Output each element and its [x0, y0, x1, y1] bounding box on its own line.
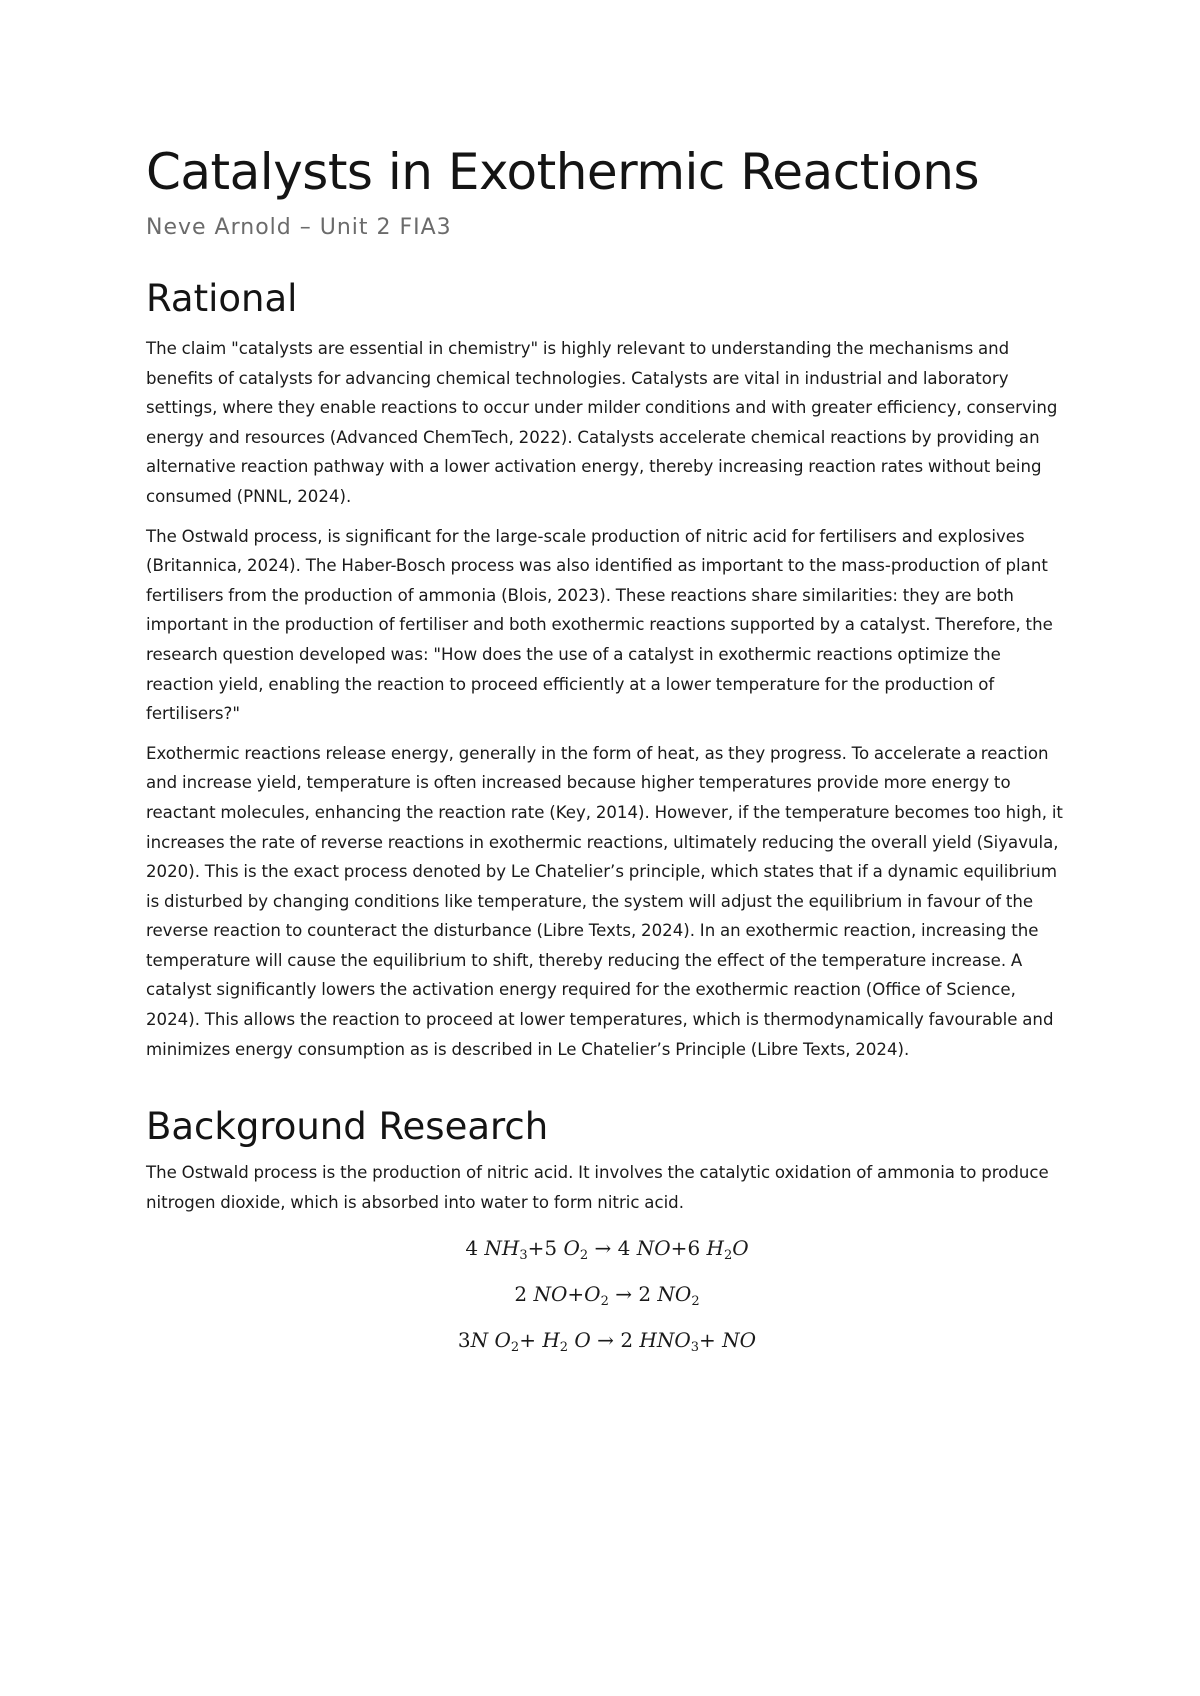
equation-2	[146, 1279, 1068, 1309]
equation-term: H	[542, 1328, 560, 1353]
document-subtitle: Neve Arnold – Unit 2 FIA3	[146, 215, 452, 240]
equation-term: O	[732, 1236, 749, 1261]
equation-term: +	[567, 1282, 585, 1307]
rational-paragraph-2: The Ostwald process, is significant for the large-scale production of nitric acid for fertilisers and explosives (Britannica, 2024). The Haber-Bosch process was also identified as important to the mass-production of plant fertilisers from the production of ammonia (Blois, 2023). These reactions share similarities: they are both important in the production of fertiliser and both exothermic reactions supported by a catalyst. Therefore, the research question developed was: "How does the use of a catalyst in exothermic reactions optimize the reaction yield, enabling the reaction to proceed efficiently at a lower temperature for the production of fertilisers?"	[146, 526, 1053, 724]
equation-term: 3	[457, 1328, 471, 1353]
equation-term: NO	[657, 1282, 692, 1307]
equation-term: 4	[465, 1236, 485, 1261]
rational-paragraph-1: The claim "catalysts are essential in chemistry" is highly relevant to understanding the mechanisms and benefits of catalysts for advancing chemical technologies. Catalysts are vital in industrial and laboratory settings, where they enable reactions to occur under milder conditions and with greater efficiency, conserving energy and resources (Advanced ChemTech, 2022). Catalysts accelerate chemical reactions by providing an alternative reaction pathway with a lower activation energy, thereby increasing reaction rates without being consumed (PNNL, 2024).	[146, 339, 1058, 506]
equation-term: →	[588, 1236, 618, 1261]
equation-term: 4	[617, 1236, 637, 1261]
equation-subscript: 2	[691, 1294, 700, 1310]
section-heading-rational: Rational	[146, 277, 298, 320]
equation-term: 2	[638, 1282, 658, 1307]
equation-term: +	[527, 1236, 545, 1261]
equation-3	[146, 1325, 1068, 1355]
equation-term: NO	[533, 1282, 568, 1307]
equation-term: +	[699, 1328, 723, 1353]
document-title: Catalysts in Exothermic Reactions	[146, 143, 980, 201]
equation-term: 2	[514, 1282, 534, 1307]
equation-1	[146, 1233, 1068, 1263]
equation-term: +	[519, 1328, 543, 1353]
section-heading-background-research: Background Research	[146, 1105, 549, 1149]
equation-term: →	[608, 1282, 639, 1307]
equation-subscript: 3	[690, 1340, 700, 1356]
equation-term: O	[568, 1328, 591, 1353]
document-page	[146, 140, 1068, 1355]
equation-term: O	[584, 1282, 601, 1307]
equation-term: O	[563, 1236, 580, 1261]
equation-term: NO	[636, 1236, 671, 1261]
equation-term: NH	[484, 1236, 520, 1261]
rational-paragraph-3: Exothermic reactions release energy, generally in the form of heat, as they progress. To accelerate a reaction and increase yield, temperature is often increased because higher temperatures provide more energy to reactant molecules, enhancing the reaction rate (Key, 2014). However, if the temperature becomes too high, it increases the rate of reverse reactions in exothermic reactions, ultimately reducing the overall yield (Siyavula, 2020). This is the exact process denoted by Le Chatelier’s principle, which states that if a dynamic equilibrium is disturbed by changing conditions like temperature, the system will adjust the equilibrium in favour of the reverse reaction to counteract the disturbance (Libre Texts, 2024). In an exothermic reaction, increasing the temperature will cause the equilibrium to shift, thereby reducing the effect of the temperature increase. A catalyst significantly lowers the activation energy required for the exothermic reaction (Office of Science, 2024). This allows the reaction to proceed at lower temperatures, which is thermodynamically favourable and minimizes energy consumption as is described in Le Chatelier’s Principle (Libre Texts, 2024).	[146, 743, 1063, 1059]
equation-term: NO	[722, 1328, 757, 1353]
equation-subscript: 2	[510, 1340, 520, 1356]
equation-subscript: 3	[519, 1248, 528, 1264]
equation-term: +	[670, 1236, 688, 1261]
equation-term: 6	[687, 1236, 707, 1261]
equation-term: →	[590, 1328, 621, 1353]
equation-term: HNO	[639, 1328, 691, 1353]
equation-term: H	[706, 1236, 724, 1261]
equation-subscript: 2	[600, 1294, 609, 1310]
equation-term: 2	[620, 1328, 640, 1353]
equation-subscript: 2	[723, 1248, 733, 1264]
equation-term: 5	[544, 1236, 564, 1261]
equation-subscript: 2	[559, 1340, 569, 1356]
equation-term: N O	[470, 1328, 511, 1353]
background-paragraph-1: The Ostwald process is the production of nitric acid. It involves the catalytic oxidation of ammonia to produce nitrogen dioxide, which is absorbed into water to form nitric acid.	[146, 1163, 1049, 1212]
equation-subscript: 2	[579, 1248, 589, 1264]
